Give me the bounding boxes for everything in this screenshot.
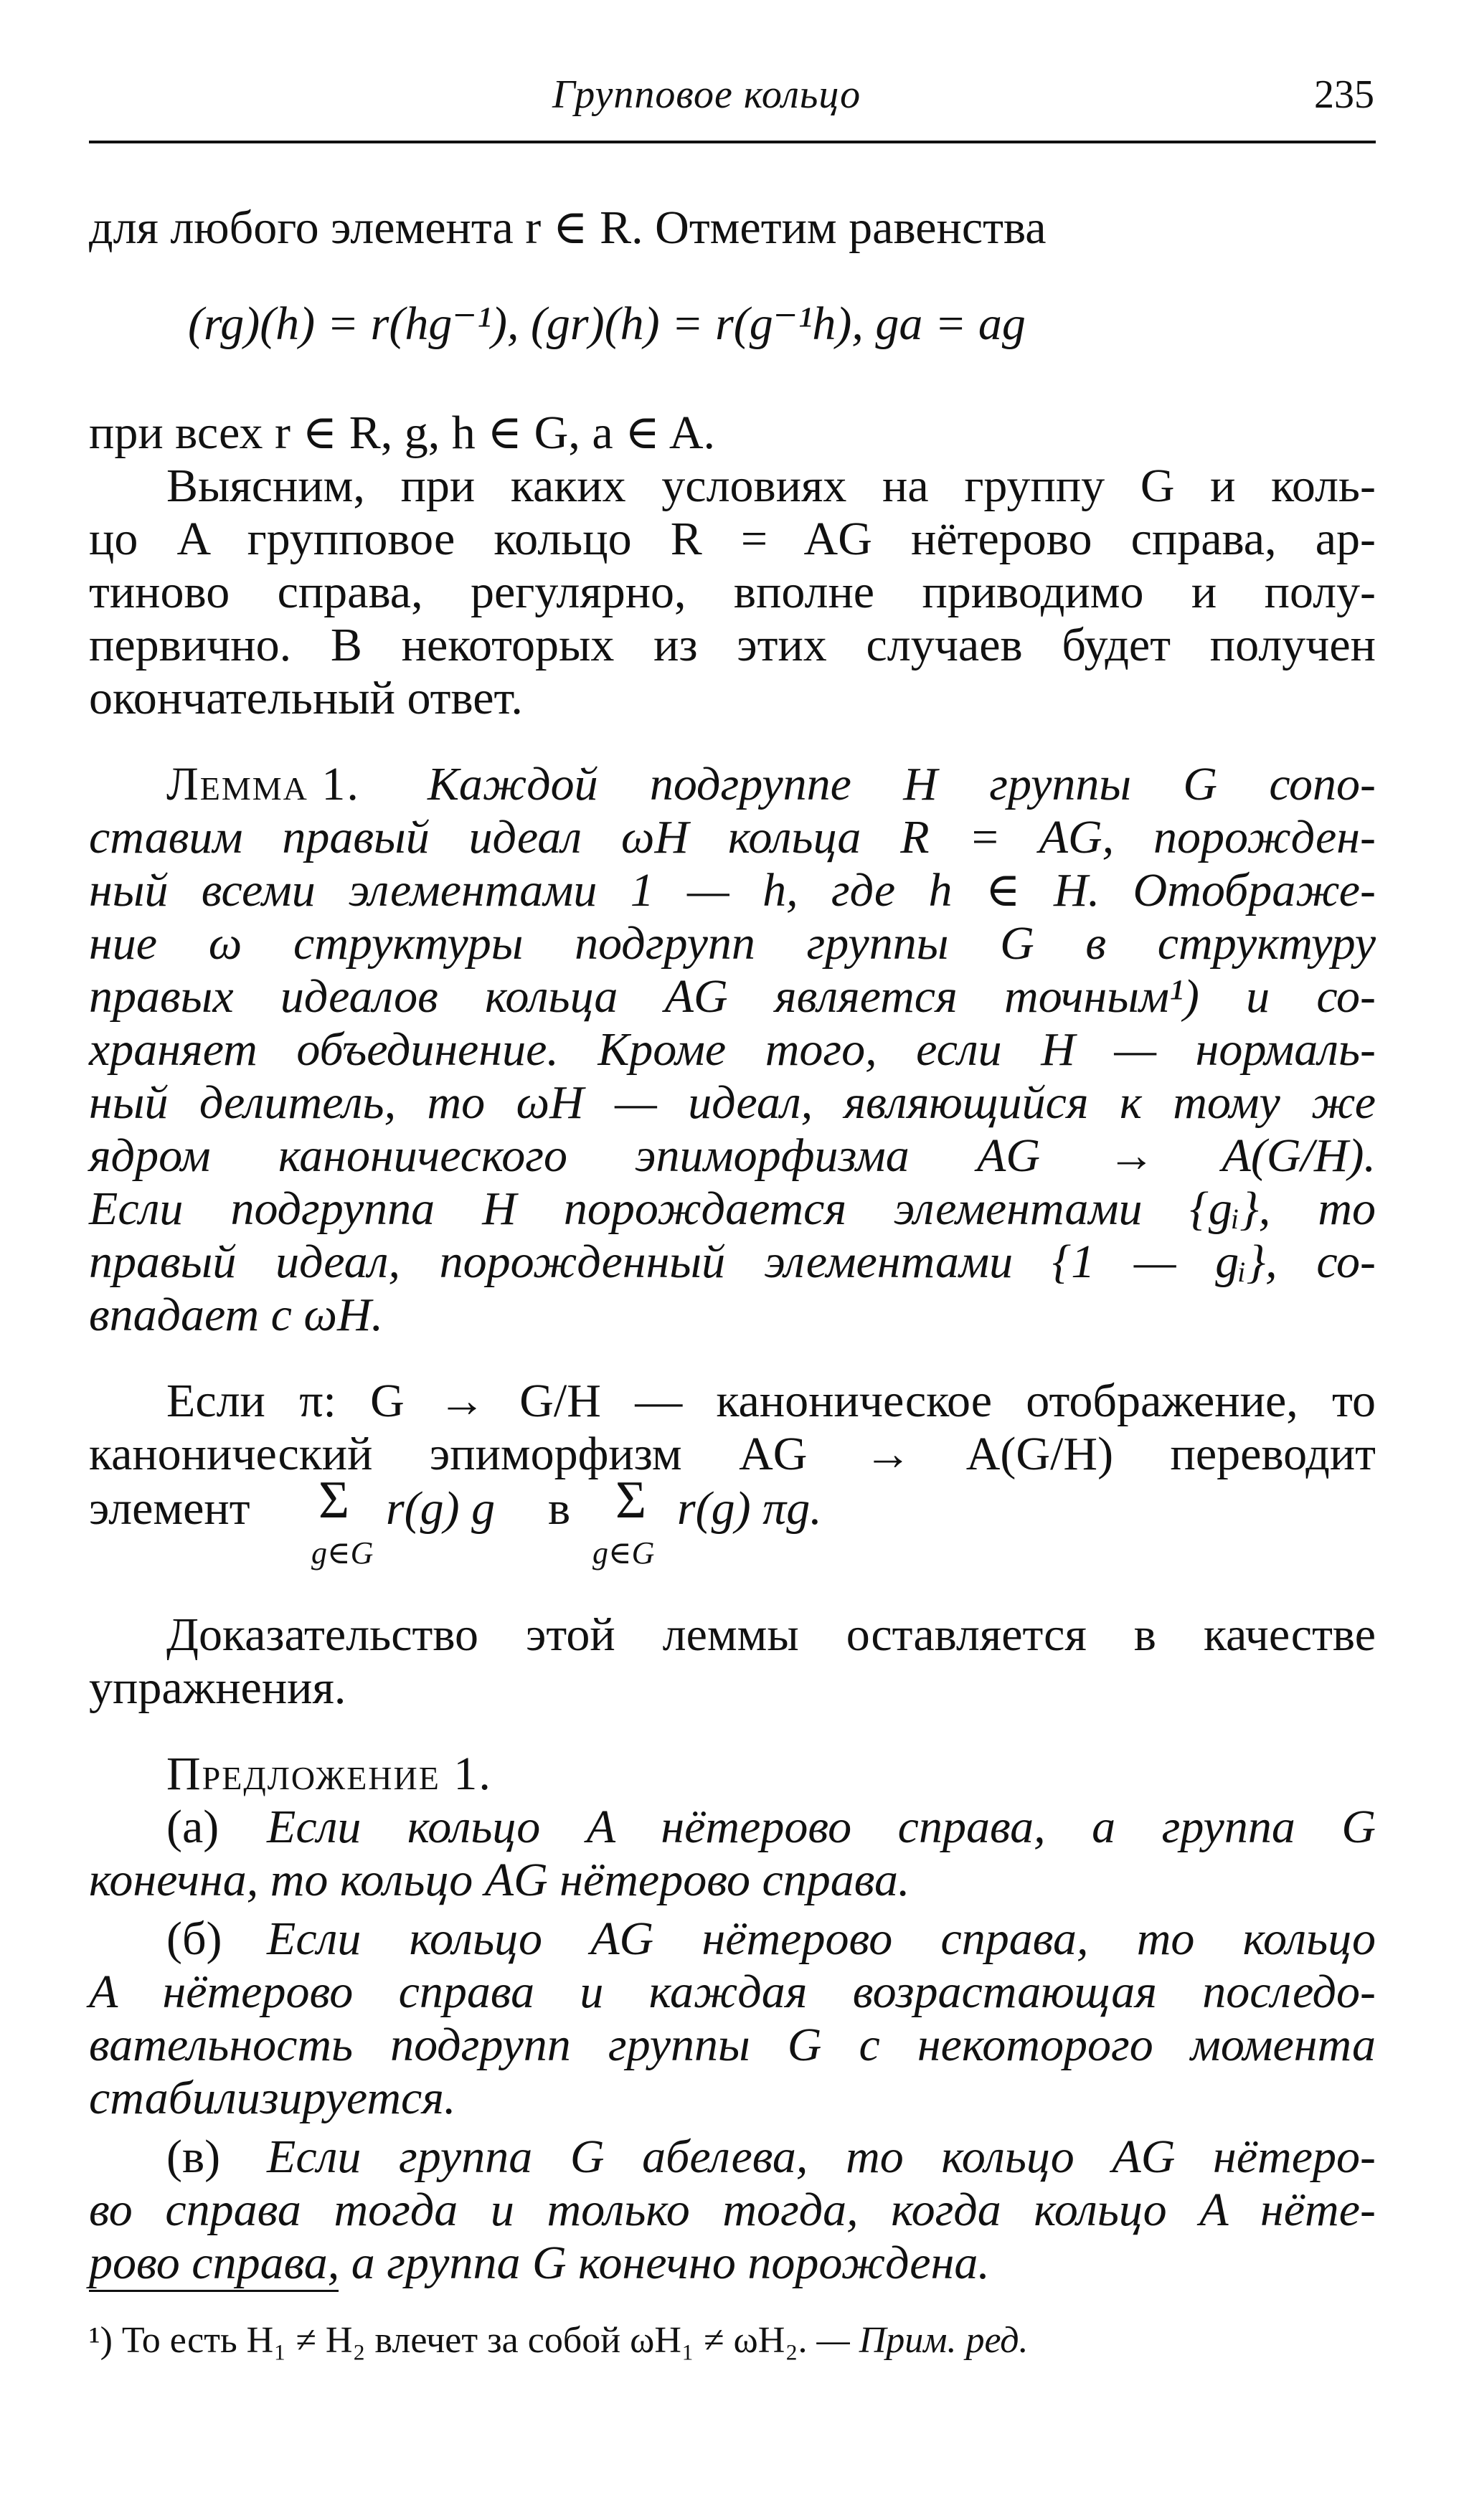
text-line: Доказательство этой леммы оставляется в качестве bbox=[166, 1609, 1376, 1661]
proposition-text-line: вательность подгрупп группы G с некоторого момента bbox=[89, 2019, 1376, 2071]
sum-index: g∈G bbox=[311, 1535, 374, 1571]
text-line: первично. В некоторых из этих случаев будет получен bbox=[89, 619, 1376, 671]
item-mark-a: (а) bbox=[166, 1801, 219, 1853]
footnote-rule bbox=[89, 2290, 339, 2292]
proposition-label: Предложение 1. bbox=[166, 1748, 492, 1800]
lemma-text-line: правый идеал, порожденный элементами {1 — gᵢ}, со- bbox=[89, 1236, 1376, 1288]
sum-sign: Σ bbox=[318, 1471, 350, 1530]
proposition-text-line: рово справа, а группа G конечно порождена. bbox=[89, 2237, 990, 2289]
proposition-text-line: Если кольцо AG нётерово справа, то кольцо bbox=[267, 1913, 1376, 1965]
item-mark-b: (б) bbox=[166, 1913, 222, 1965]
item-mark-c: (в) bbox=[166, 2131, 221, 2183]
lemma-text-line: Если подгруппа H порождается элементами {gᵢ}, то bbox=[89, 1183, 1376, 1235]
proposition-text-line: A нётерово справа и каждая возрастающая последо- bbox=[89, 1966, 1376, 2018]
page-number: 235 bbox=[1314, 72, 1374, 117]
text-line: цо A групповое кольцо R = AG нётерово справа, ар- bbox=[89, 513, 1376, 565]
footnote-editor-note: — Прим. ред. bbox=[807, 2320, 1029, 2361]
lemma-label: Лемма 1. bbox=[166, 758, 360, 810]
lemma-text-line: ный всеми элементами 1 — h, где h ∈ H. Отображе- bbox=[89, 864, 1376, 916]
header-rule bbox=[89, 141, 1376, 143]
lemma-text-line: ние ω структуры подгрупп группы G в структуру bbox=[89, 917, 1376, 970]
text-line: тиново справа, регулярно, вполне приводимо и полу- bbox=[89, 566, 1376, 618]
proposition-text-line: конечна, то кольцо AG нётерово справа. bbox=[89, 1854, 910, 1906]
footnote bbox=[89, 2318, 1376, 2364]
text-word: в bbox=[548, 1482, 571, 1535]
lemma-text-line: правых идеалов кольца AG является точным¹) и со- bbox=[89, 970, 1376, 1023]
footnote-text: ¹) То есть H₁ ≠ H₂ влечет за собой ωH₁ ≠ ωH₂. bbox=[89, 2320, 808, 2361]
running-header-title: Групповое кольцо bbox=[552, 72, 861, 117]
lemma-text-line: впадает с ωH. bbox=[89, 1289, 384, 1341]
text-word: элемент bbox=[89, 1482, 250, 1535]
text-line: Выясним, при каких условиях на группу G и коль- bbox=[166, 460, 1376, 512]
sum-sign: Σ bbox=[615, 1471, 647, 1530]
lemma-text-line: Каждой подгруппе H группы G сопо- bbox=[428, 758, 1376, 810]
text-line: при всех r ∈ R, g, h ∈ G, a ∈ A. bbox=[89, 407, 715, 459]
text-line: упражнения. bbox=[89, 1662, 346, 1714]
lemma-text-line: ядром канонического эпиморфизма AG → A(G/H). bbox=[89, 1129, 1376, 1182]
lemma-text-line: ставим правый идеал ωH кольца R = AG, порожден- bbox=[89, 811, 1376, 863]
text-line: канонический эпиморфизм AG → A(G/H) переводит bbox=[89, 1428, 1376, 1480]
text-line: окончательный ответ. bbox=[89, 672, 523, 724]
sum-term: r(g) g bbox=[386, 1482, 496, 1535]
lemma-text-line: храняет объединение. Кроме того, если H — нормаль- bbox=[89, 1023, 1376, 1076]
text-line: для любого элемента r ∈ R. Отметим равенства bbox=[89, 202, 1047, 254]
proposition-text-line: Если кольцо A нётерово справа, а группа G bbox=[267, 1801, 1376, 1853]
sum-index: g∈G bbox=[592, 1535, 655, 1571]
sum-term: r(g) πg. bbox=[677, 1482, 822, 1535]
proposition-text-line: во справа тогда и только тогда, когда кольцо A нёте- bbox=[89, 2184, 1376, 2236]
display-formula: (rg)(h) = r(hg⁻¹), (gr)(h) = r(g⁻¹h), ga = ag bbox=[188, 298, 1026, 350]
proposition-text-line: стабилизируется. bbox=[89, 2072, 456, 2124]
lemma-text-line: ный делитель, то ωH — идеал, являющийся к тому же bbox=[89, 1076, 1376, 1129]
proposition-text-line: Если группа G абелева, то кольцо AG нётеро- bbox=[267, 2131, 1376, 2183]
text-line: Если π: G → G/H — каноническое отображение, то bbox=[166, 1375, 1376, 1427]
